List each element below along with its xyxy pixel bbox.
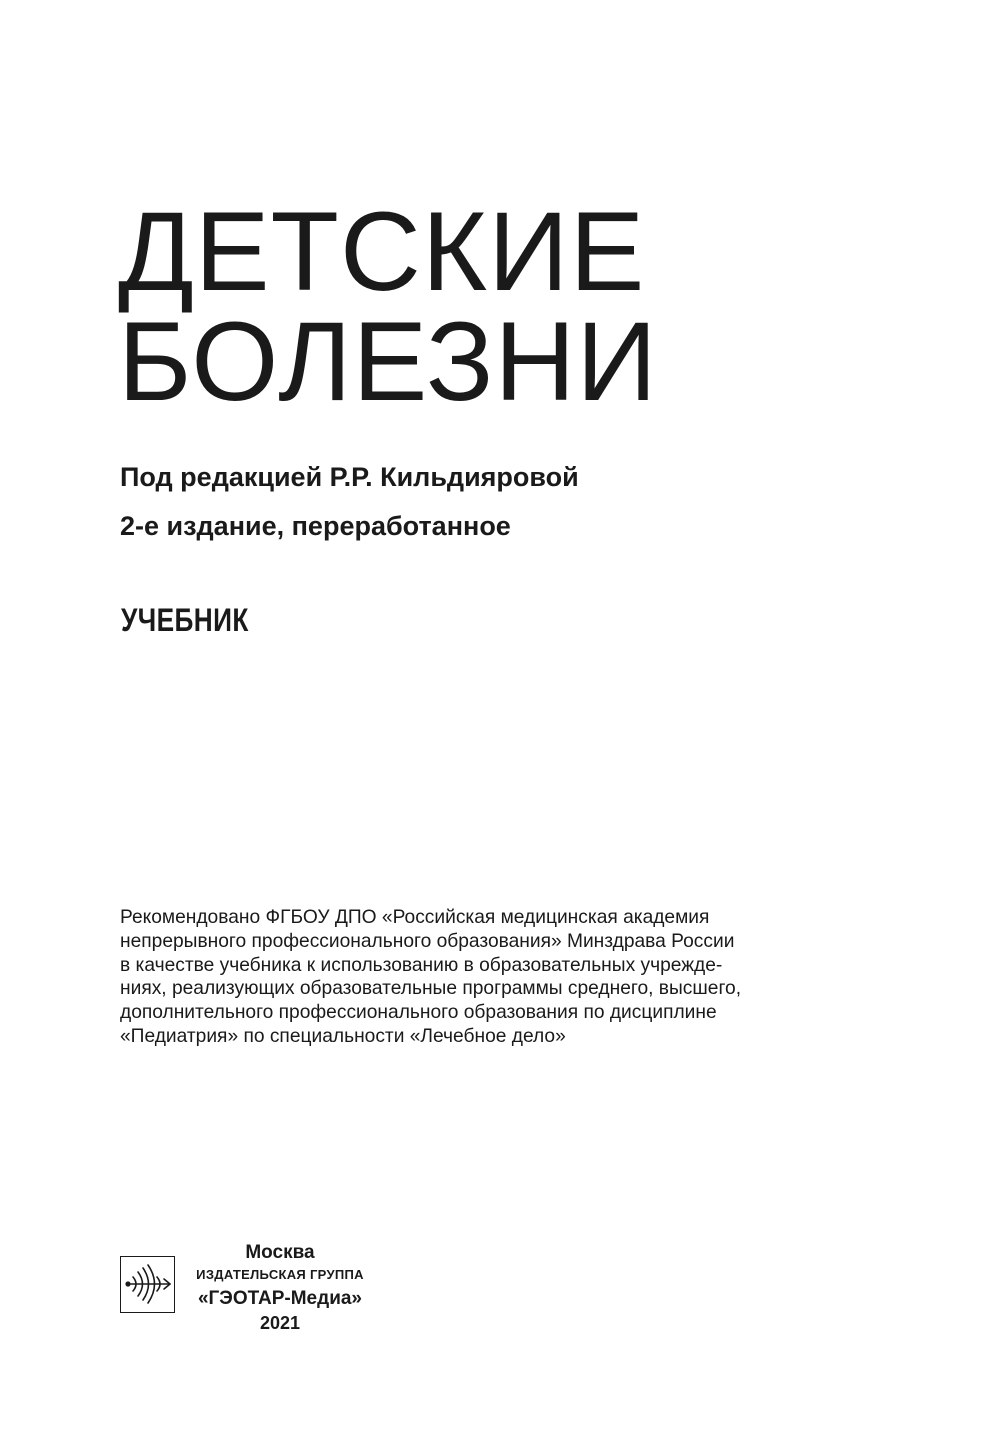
recommendation-line: в качестве учебника к использованию в образовательных учрежде-	[120, 954, 723, 976]
recommendation-line: Рекомендовано ФГБОУ ДПО «Российская медицинская академия	[120, 907, 710, 928]
edition-line: 2-е издание, переработанное	[120, 511, 511, 541]
imprint-publisher: «ГЭОТАР-Медиа»	[197, 1288, 363, 1309]
recommendation-text	[120, 906, 840, 1049]
title-line-2: БОЛЕЗНИ	[118, 299, 658, 424]
recommendation-line: дополнительного профессионального образования по дисциплине	[120, 1002, 717, 1024]
book-type-label: УЧЕБНИК	[121, 602, 249, 638]
title-line-1: ДЕТСКИЕ	[118, 189, 646, 314]
recommendation-line: «Педиатрия» по специальности «Лечебное дело»	[120, 1025, 566, 1047]
imprint-group: ИЗДАТЕЛЬСКАЯ ГРУППА	[196, 1267, 364, 1282]
recommendation-line: непрерывного профессионального образования» Минздрава России	[120, 930, 735, 952]
editor-line: Под редакцией Р.Р. Кильдияровой	[120, 462, 579, 492]
imprint-city: Москва	[245, 1242, 315, 1263]
publisher-logo-icon	[120, 1256, 175, 1313]
imprint-year: 2021	[259, 1313, 301, 1333]
recommendation-line: ниях, реализующих образовательные программы среднего, высшего,	[120, 978, 742, 1000]
